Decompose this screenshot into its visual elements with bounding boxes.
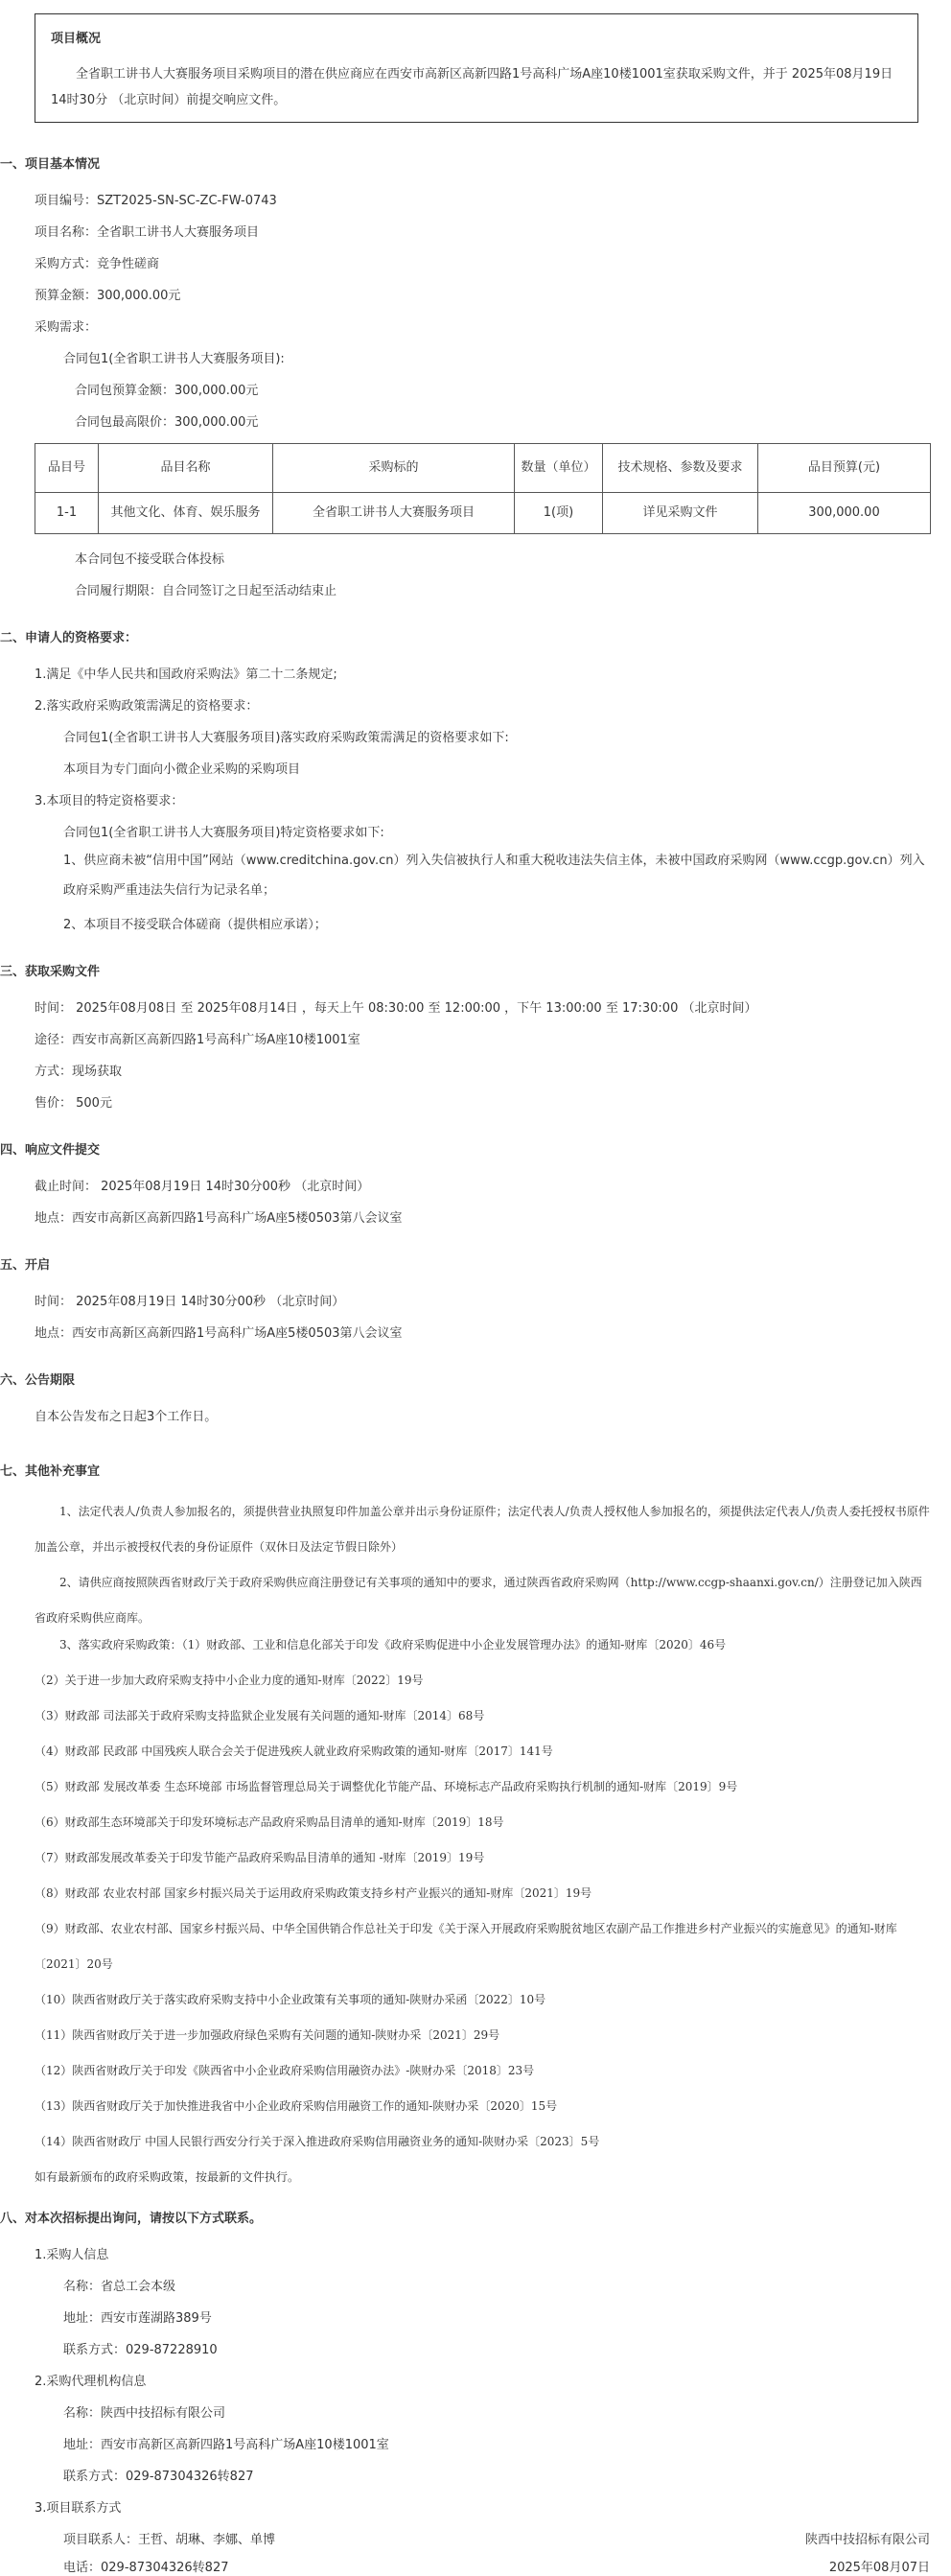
cell-specs: 详见采购文件 bbox=[603, 493, 758, 534]
contract-package-1: 合同包1(全省职工讲书人大赛服务项目): bbox=[63, 352, 285, 366]
project-contact-title: 3.项目联系方式 bbox=[35, 2501, 122, 2516]
overview-box bbox=[35, 13, 918, 123]
section-title-period: 六、公告期限 bbox=[0, 1373, 76, 1388]
opening-location: 地点：西安市高新区高新四路1号高科广场A座5楼0503第八会议室 bbox=[35, 1326, 403, 1341]
footer-date: 2025年08月07日 bbox=[828, 2561, 930, 2575]
table-row bbox=[35, 493, 931, 534]
policy-tail: 如有最新颁布的政府采购政策，按最新的文件执行。 bbox=[35, 2170, 300, 2184]
policy-item: （6）财政部生态环境部关于印发环境标志产品政府采购品目清单的通知-财库〔2019〕18号 bbox=[35, 1815, 504, 1829]
agency-phone: 联系方式：029-87304326转827 bbox=[63, 2470, 254, 2484]
no-consortium-note: 本合同包不接受联合体投标 bbox=[75, 552, 225, 567]
credit-requirement: 1、供应商未被“信用中国”网站（www.creditchina.gov.cn）列入失信被执行人和重大税收违法失信主体，未被中国政府采购网（www.ccgp.gov.cn）列入政府采购严重违法失信行为记录名单； bbox=[63, 854, 925, 898]
section-title-contact: 八、对本次招标提出询问，请按以下方式联系。 bbox=[0, 2212, 263, 2226]
policy-item: （4）财政部 民政部 中国残疾人联合会关于促进残疾人就业政府采购政策的通知-财库〔2017〕141号 bbox=[35, 1745, 553, 1758]
header-subject: 采购标的 bbox=[273, 444, 515, 493]
obtain-time: 时间： 2025年08月08日 至 2025年08月14日 ，每天上午 08:30:00 至 12:00:00 ，下午 13:00:00 至 17:30:00 （北京时间） bbox=[35, 1001, 757, 1016]
obtain-price: 售价： 500元 bbox=[35, 1096, 112, 1111]
policy-item: （9）财政部、农业农村部、国家乡村振兴局、中华全国供销合作总社关于印发《关于深入开展政府采购脱贫地区农副产品工作推进乡村产业振兴的实施意见》的通知-财库〔2021〕20号 bbox=[35, 1922, 897, 1971]
overview-title: 项目概况 bbox=[51, 32, 102, 46]
obtain-method: 方式：现场获取 bbox=[35, 1065, 123, 1079]
agency-address: 地址：西安市高新区高新四路1号高科广场A座10楼1001室 bbox=[63, 2438, 389, 2452]
qualification-1: 1.满足《中华人民共和国政府采购法》第二十二条规定; bbox=[35, 667, 337, 682]
cell-quantity: 1(项) bbox=[515, 493, 603, 534]
policy-item: （3）财政部 司法部关于政府采购支持监狱企业发展有关问题的通知-财库〔2014〕68号 bbox=[35, 1709, 485, 1722]
policy-item: （14）陕西省财政厅 中国人民银行西安分行关于深入推进政府采购信用融资业务的通知-陕财办采〔2023〕5号 bbox=[35, 2135, 600, 2148]
package-budget: 合同包预算金额：300,000.00元 bbox=[75, 384, 259, 398]
other-item-1: 1、法定代表人/负责人参加报名的，须提供营业执照复印件加盖公章并出示身份证原件；法定代表人/负责人授权他人参加报名的，须提供法定代表人/负责人委托授权书原件加盖公章，并出示被授权代表的身份证原件（双休日及法定节假日除外） bbox=[35, 1505, 930, 1554]
period-text: 自本公告发布之日起3个工作日。 bbox=[35, 1410, 218, 1424]
policy-requirement: 合同包1(全省职工讲书人大赛服务项目)落实政府采购政策需满足的资格要求如下: bbox=[63, 731, 509, 745]
procurement-method: 采购方式：竞争性磋商 bbox=[35, 257, 160, 271]
submission-location: 地点：西安市高新区高新四路1号高科广场A座5楼0503第八会议室 bbox=[35, 1211, 403, 1226]
header-budget: 品目预算(元) bbox=[758, 444, 931, 493]
other-item-2: 2、请供应商按照陕西省财政厅关于政府采购供应商注册登记有关事项的通知中的要求，通过陕西省政府采购网（http://www.ccgp-shaanxi.gov.cn/）注册登记加入陕西省政府采购供应商库。 bbox=[35, 1576, 922, 1625]
policy-item: （13）陕西省财政厅关于加快推进我省中小企业政府采购信用融资工作的通知-陕财办采〔2020〕15号 bbox=[35, 2099, 558, 2113]
cell-budget: 300,000.00 bbox=[758, 493, 931, 534]
policy-item: （5）财政部 发展改革委 生态环境部 市场监督管理总局关于调整优化节能产品、环境标志产品政府采购执行机制的通知-财库〔2019〕9号 bbox=[35, 1780, 738, 1793]
footer-org: 陕西中技招标有限公司 bbox=[804, 2533, 930, 2547]
cell-subject: 全省职工讲书人大赛服务项目 bbox=[273, 493, 515, 534]
project-phone: 电话：029-87304326转827 bbox=[63, 2561, 229, 2575]
overview-text: 全省职工讲书人大赛服务项目采购项目的潜在供应商应在西安市高新区高新四路1号高科广场A座10楼1001室获取采购文件，并于 2025年08月19日 14时30分 （北京时间）前提交响应文件。 bbox=[51, 67, 893, 107]
header-specs: 技术规格、参数及要求 bbox=[603, 444, 758, 493]
contract-period: 合同履行期限：自合同签订之日起至活动结束止 bbox=[75, 584, 337, 598]
header-item-no: 品目号 bbox=[35, 444, 99, 493]
qualification-2: 2.落实政府采购政策需满足的资格要求： bbox=[35, 699, 259, 714]
policy-item: （8）财政部 农业农村部 国家乡村振兴局关于运用政府采购政策支持乡村产业振兴的通知-财库〔2021〕19号 bbox=[35, 1886, 592, 1900]
agency-name: 名称：陕西中技招标有限公司 bbox=[63, 2406, 226, 2421]
budget-amount: 预算金额：300,000.00元 bbox=[35, 289, 181, 303]
items-table bbox=[35, 443, 931, 534]
section-title-other: 七、其他补充事宜 bbox=[0, 1464, 101, 1479]
project-name: 项目名称：全省职工讲书人大赛服务项目 bbox=[35, 225, 260, 240]
cell-item-name: 其他文化、体育、娱乐服务 bbox=[99, 493, 273, 534]
policy-item: （10）陕西省财政厅关于落实政府采购支持中小企业政策有关事项的通知-陕财办采函〔2022〕10号 bbox=[35, 1993, 546, 2006]
project-number: 项目编号：SZT2025-SN-SC-ZC-FW-0743 bbox=[35, 194, 277, 208]
policy-item: （7）财政部发展改革委关于印发节能产品政府采购品目清单的通知 -财库〔2019〕19号 bbox=[35, 1851, 485, 1864]
purchaser-name: 名称：省总工会本级 bbox=[63, 2280, 176, 2294]
opening-time: 时间： 2025年08月19日 14时30分00秒 （北京时间） bbox=[35, 1295, 345, 1309]
package-max-price: 合同包最高限价：300,000.00元 bbox=[75, 415, 259, 430]
policy-item: （11）陕西省财政厅关于进一步加强政府绿色采购有关问题的通知-陕财办采〔2021〕29号 bbox=[35, 2028, 500, 2042]
section-title-submission: 四、响应文件提交 bbox=[0, 1143, 101, 1158]
purchaser-address: 地址：西安市莲湖路389号 bbox=[63, 2311, 212, 2326]
section-title-qualifications: 二、申请人的资格要求： bbox=[0, 631, 138, 645]
submission-deadline: 截止时间： 2025年08月19日 14时30分00秒 （北京时间） bbox=[35, 1180, 370, 1194]
qualification-3: 3.本项目的特定资格要求： bbox=[35, 794, 184, 808]
requirements-label: 采购需求： bbox=[35, 320, 98, 335]
agency-info-title: 2.采购代理机构信息 bbox=[35, 2375, 147, 2389]
section-title-obtain-docs: 三、获取采购文件 bbox=[0, 965, 101, 979]
table-header-row bbox=[35, 444, 931, 493]
small-business-note: 本项目为专门面向小微企业采购的采购项目 bbox=[63, 762, 301, 777]
other-item-3: 3、落实政府采购政策：（1）财政部、工业和信息化部关于印发《政府采购促进中小企业发展管理办法》的通知-财库〔2020〕46号 bbox=[59, 1638, 727, 1651]
section-title-opening: 五、开启 bbox=[0, 1258, 51, 1273]
cell-item-no: 1-1 bbox=[35, 493, 99, 534]
header-item-name: 品目名称 bbox=[99, 444, 273, 493]
project-contacts: 项目联系人：王哲、胡琳、李娜、单博 bbox=[63, 2533, 276, 2547]
purchaser-phone: 联系方式：029-87228910 bbox=[63, 2343, 218, 2357]
consortium-requirement: 2、本项目不接受联合体磋商（提供相应承诺）； bbox=[63, 918, 327, 932]
header-quantity: 数量（单位） bbox=[515, 444, 603, 493]
obtain-location: 途径：西安市高新区高新四路1号高科广场A座10楼1001室 bbox=[35, 1033, 360, 1047]
purchaser-info-title: 1.采购人信息 bbox=[35, 2248, 109, 2262]
policy-item: （2）关于进一步加大政府采购支持中小企业力度的通知-财库〔2022〕19号 bbox=[35, 1674, 424, 1687]
policy-item: （12）陕西省财政厅关于印发《陕西省中小企业政府采购信用融资办法》-陕财办采〔2018〕23号 bbox=[35, 2064, 535, 2077]
section-title-basic-info: 一、项目基本情况 bbox=[0, 157, 101, 172]
specific-requirement: 合同包1(全省职工讲书人大赛服务项目)特定资格要求如下: bbox=[63, 826, 384, 840]
